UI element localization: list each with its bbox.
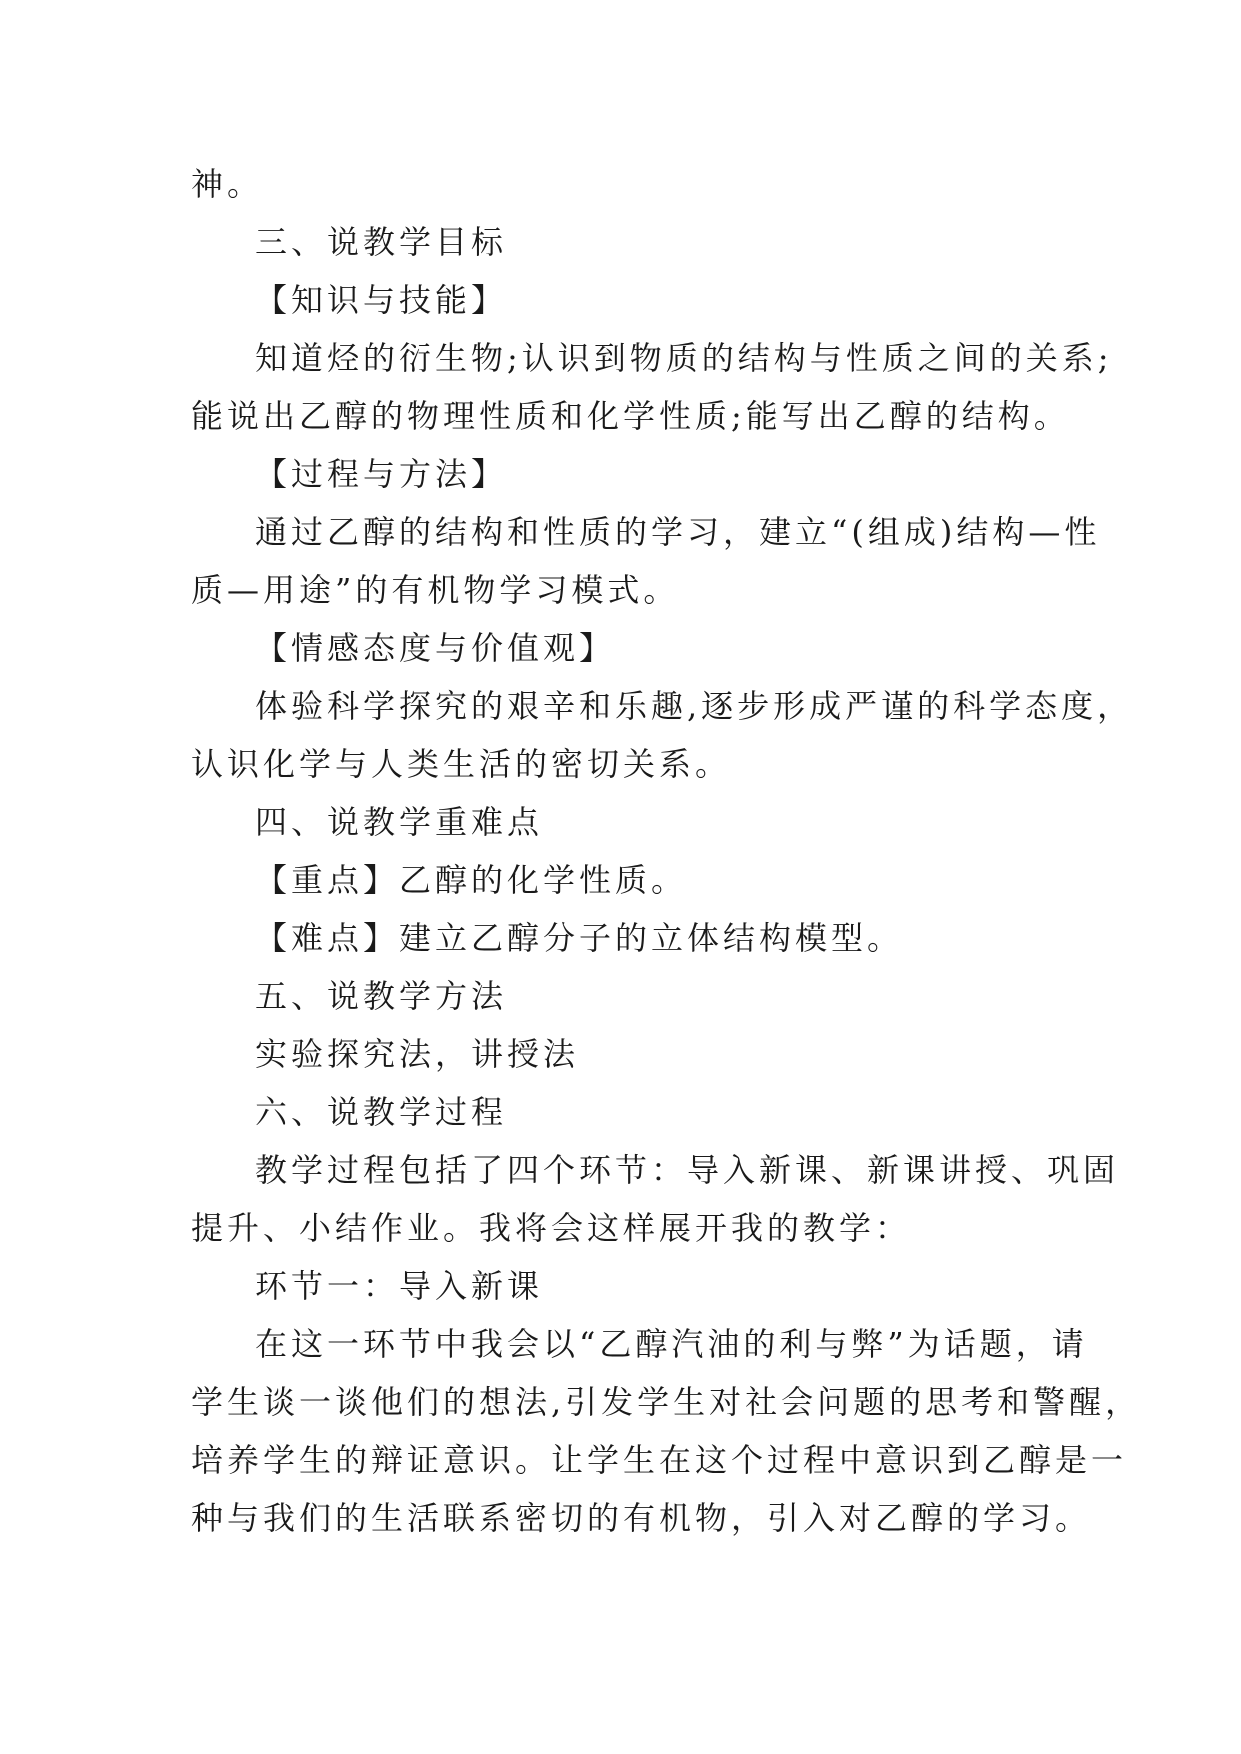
document-body — [191, 155, 1142, 1547]
text-line: 实验探究法，讲授法 — [255, 1035, 580, 1073]
text-line: 体验科学探究的艰辛和乐趣,逐步形成严谨的科学态度， — [255, 687, 1134, 725]
text-line: 学生谈一谈他们的想法,引发学生对社会问题的思考和警醒， — [191, 1383, 1142, 1421]
section-heading: 四、说教学重难点 — [255, 803, 544, 841]
text-line: 质—用途”的有机物学习模式。 — [191, 571, 680, 609]
text-line: 【难点】建立乙醇分子的立体结构模型。 — [255, 919, 904, 957]
text-line: 培养学生的辩证意识。让学生在这个过程中意识到乙醇是一 — [191, 1441, 1128, 1479]
text-line: 神。 — [191, 165, 264, 203]
text-line: 提升、小结作业。我将会这样展开我的教学： — [191, 1209, 912, 1247]
subsection-heading: 【知识与技能】 — [255, 281, 508, 319]
text-line: 教学过程包括了四个环节：导入新课、新课讲授、巩固 — [255, 1151, 1120, 1189]
section-heading: 三、说教学目标 — [255, 223, 508, 261]
text-line: 认识化学与人类生活的密切关系。 — [191, 745, 732, 783]
subsection-heading: 【过程与方法】 — [255, 455, 508, 493]
text-line: 【重点】乙醇的化学性质。 — [255, 861, 688, 899]
text-line: 能说出乙醇的物理性质和化学性质;能写出乙醇的结构。 — [191, 397, 1070, 435]
subsection-heading: 【情感态度与价值观】 — [255, 629, 616, 667]
text-line: 通过乙醇的结构和性质的学习，建立“(组成)结构—性 — [255, 513, 1101, 551]
section-heading: 六、说教学过程 — [255, 1093, 508, 1131]
subsection-heading: 环节一：导入新课 — [255, 1267, 544, 1305]
text-line: 种与我们的生活联系密切的有机物，引入对乙醇的学习。 — [191, 1499, 1092, 1537]
section-heading: 五、说教学方法 — [255, 977, 508, 1015]
text-line: 知道烃的衍生物;认识到物质的结构与性质之间的关系; — [255, 339, 1113, 377]
text-line: 在这一环节中我会以“乙醇汽油的利与弊”为话题，请 — [255, 1325, 1088, 1363]
